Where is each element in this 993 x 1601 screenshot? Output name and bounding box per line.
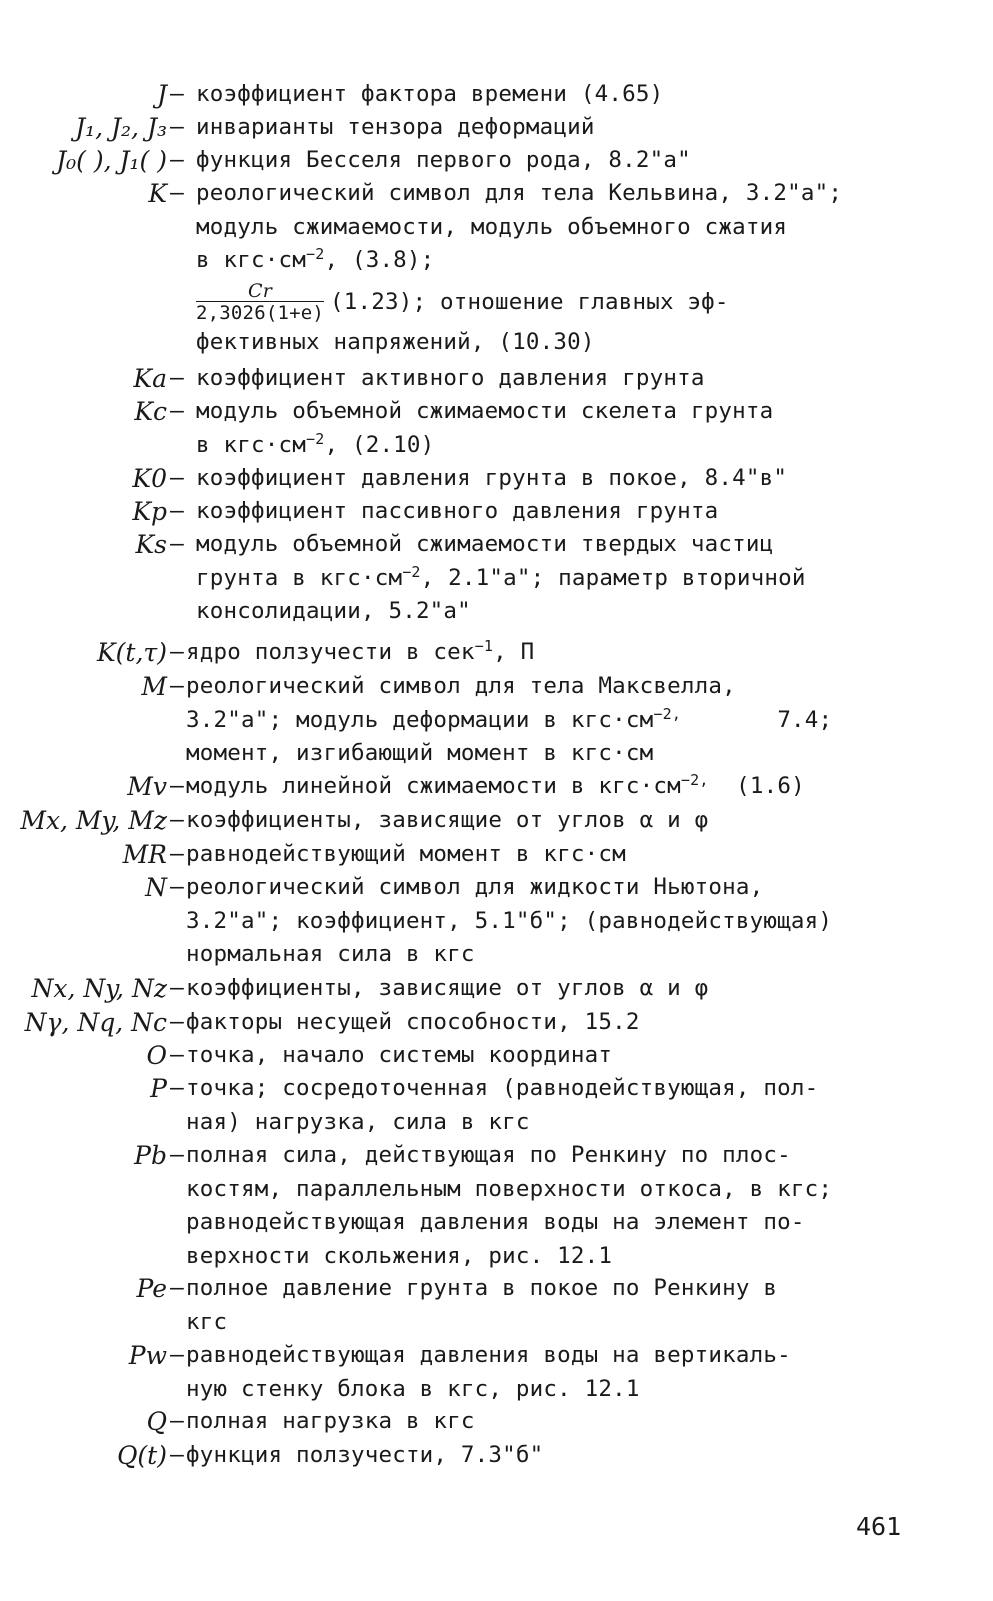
definition [186, 972, 891, 1006]
definition-line: коэффициент активного давления грунта [196, 365, 705, 391]
definition-line: коэффициенты, зависящие от углов α и φ [186, 975, 709, 1001]
definition-line: равнодействующая давления воды на вертикаль- [186, 1342, 791, 1368]
symbol: K(t,τ) [96, 638, 167, 667]
definition-line: полное давление грунта в покое по Ренкину в [186, 1275, 778, 1301]
symbol: Pe [136, 1274, 167, 1303]
definition-line: функция ползучести, 7.3"б" [186, 1442, 544, 1468]
definition [186, 636, 891, 670]
definition [196, 495, 901, 529]
symbol: MR [122, 840, 167, 869]
definition-line: коэффициент давления грунта в покое, 8.4"в" [196, 465, 788, 491]
definition [196, 362, 901, 396]
definition [196, 395, 901, 462]
definition-line: модуль объемной сжимаемости твердых частиц [196, 531, 774, 557]
symbol: Q(t) [116, 1441, 167, 1470]
definition-line: верхности скольжения, рис. 12.1 [186, 1242, 613, 1269]
symbol: J [156, 80, 167, 109]
definition-line: в $кгс\cdot см^{-2}$, (3.8); [196, 244, 435, 273]
definition [186, 1405, 891, 1439]
definition-line: точка, начало системы координат [186, 1042, 613, 1068]
symbol: P [150, 1074, 167, 1103]
definition-line: реологический символ для жидкости Ньютона, [186, 874, 764, 900]
dash: – [170, 639, 184, 665]
definition [196, 528, 901, 629]
symbol: J₁, J₂, J₃ [75, 113, 167, 142]
definition-line: равнодействующая давления воды на элемент по- [186, 1209, 805, 1235]
page-number: 461 [856, 1512, 902, 1541]
definition-line: реологический символ для тела Кельвина, 3.2"а"; [196, 180, 843, 206]
dash: – [170, 975, 184, 1001]
definition [186, 871, 891, 972]
symbol: Nx, Ny, Nz [31, 974, 167, 1003]
definition [196, 111, 901, 145]
dash: – [170, 874, 184, 900]
definition [186, 1272, 891, 1339]
dash: – [170, 841, 184, 867]
symbol: Kc [134, 397, 167, 426]
dash: – [170, 1142, 184, 1168]
definition-line: кгс [186, 1308, 228, 1335]
dash: – [170, 1408, 184, 1434]
symbol: Ka [133, 364, 167, 393]
symbol: K [148, 179, 167, 208]
dash: – [170, 1342, 184, 1368]
dash: – [170, 1042, 184, 1068]
symbol: Pw [128, 1341, 167, 1370]
definition [186, 838, 891, 872]
definition-line: равнодействующий момент в кгс·см [186, 841, 626, 867]
dash: – [170, 773, 184, 799]
definition-line: модуль объемной сжимаемости скелета грунта [196, 398, 774, 424]
fraction: $\frac{Cr}{2,3026(1+e)}$ [196, 279, 325, 324]
dash: – [170, 465, 184, 491]
definition [186, 670, 891, 771]
dash: – [170, 1009, 184, 1035]
definition [196, 78, 901, 112]
symbol: N [145, 873, 167, 902]
symbol: Mv [127, 772, 167, 801]
definition-line: консолидации, 5.2"а" [196, 598, 471, 624]
definition [196, 462, 901, 496]
definition-line: точка; сосредоточенная (равнодействующая, пол- [186, 1075, 819, 1101]
dash: – [170, 1442, 184, 1468]
definition-line: $\frac{Cr}{2,3026(1+e)}$ (1.23); отношение главных эф- [196, 279, 729, 324]
definition-line: факторы несущей способности, 15.2 [186, 1009, 640, 1035]
definition-line: в $кгс\cdot см^{-2}$, (2.10) [196, 429, 435, 458]
definition-line: полная сила, действующая по Ренкину по плос- [186, 1142, 791, 1168]
definition-line: грунта в $кгс\cdot см^{-2}$, 2.1"а"; параметр вторичной [196, 562, 806, 591]
symbol: O [146, 1041, 167, 1070]
definition-line: коэффициент фактора времени (4.65) [196, 81, 664, 107]
dash: – [170, 81, 184, 107]
definition-line: костям, параллельным поверхности откоса, в кгс; [186, 1175, 833, 1202]
definition [186, 1439, 891, 1473]
dash: – [170, 114, 184, 140]
dash: – [170, 807, 184, 833]
symbol: Kp [132, 497, 167, 526]
dash: – [170, 531, 184, 557]
symbol: Ks [135, 530, 167, 559]
definition-line: инварианты тензора деформаций [196, 114, 595, 140]
definition-line: модуль линейной сжимаемости в $кгс\cdot см^{-2,}$ (1.6) [186, 770, 805, 799]
dash: – [170, 673, 184, 699]
definition-line: фективных напряжений, (10.30) [196, 328, 595, 355]
symbol: Nγ, Nq, Nc [24, 1008, 167, 1037]
dash: – [170, 180, 184, 206]
definition-line: реологический символ для тела Максвелла, [186, 673, 736, 699]
dash: – [170, 1275, 184, 1301]
definition [196, 144, 901, 178]
definition-line: модуль сжимаемости, модуль объемного сжатия [196, 213, 788, 240]
definition-line: ядро ползучести в сек$^{-1}$, П [186, 636, 535, 665]
definition-line: 3.2"а"; модуль деформации в $кгс\cdot см^{-2,}$ 7.4; [186, 704, 833, 733]
definition-line: коэффициенты, зависящие от углов α и φ [186, 807, 709, 833]
definition [186, 1139, 891, 1273]
symbol: Q [146, 1407, 167, 1436]
definition [186, 1039, 891, 1073]
definition-line: момент, изгибающий момент в кгс·см [186, 740, 654, 766]
symbol: J₀( ), J₁( ) [56, 146, 167, 175]
definition-line: нормальная сила в кгс [186, 941, 475, 967]
dash: – [170, 498, 184, 524]
symbol: Mx, My, Mz [20, 806, 167, 835]
dash: – [170, 398, 184, 424]
symbol: Pb [134, 1141, 167, 1170]
definition [196, 177, 901, 359]
definition [186, 1339, 891, 1406]
definition-line: функция Бесселя первого рода, 8.2"а" [196, 147, 691, 173]
definition [186, 804, 891, 838]
symbol: M [141, 672, 167, 701]
dash: – [170, 365, 184, 391]
definition-line: 3.2"а"; коэффициент, 5.1"б"; (равнодействующая) [186, 907, 833, 934]
definition-line: коэффициент пассивного давления грунта [196, 498, 719, 524]
definition [186, 1006, 891, 1040]
symbol: K0 [132, 464, 167, 493]
definition [186, 770, 891, 804]
definition [186, 1072, 891, 1139]
dash: – [170, 1075, 184, 1101]
dash: – [170, 147, 184, 173]
definition-line: полная нагрузка в кгс [186, 1408, 475, 1434]
definition-line: ная) нагрузка, сила в кгс [186, 1108, 530, 1135]
definition-line: ную стенку блока в кгс, рис. 12.1 [186, 1375, 640, 1402]
